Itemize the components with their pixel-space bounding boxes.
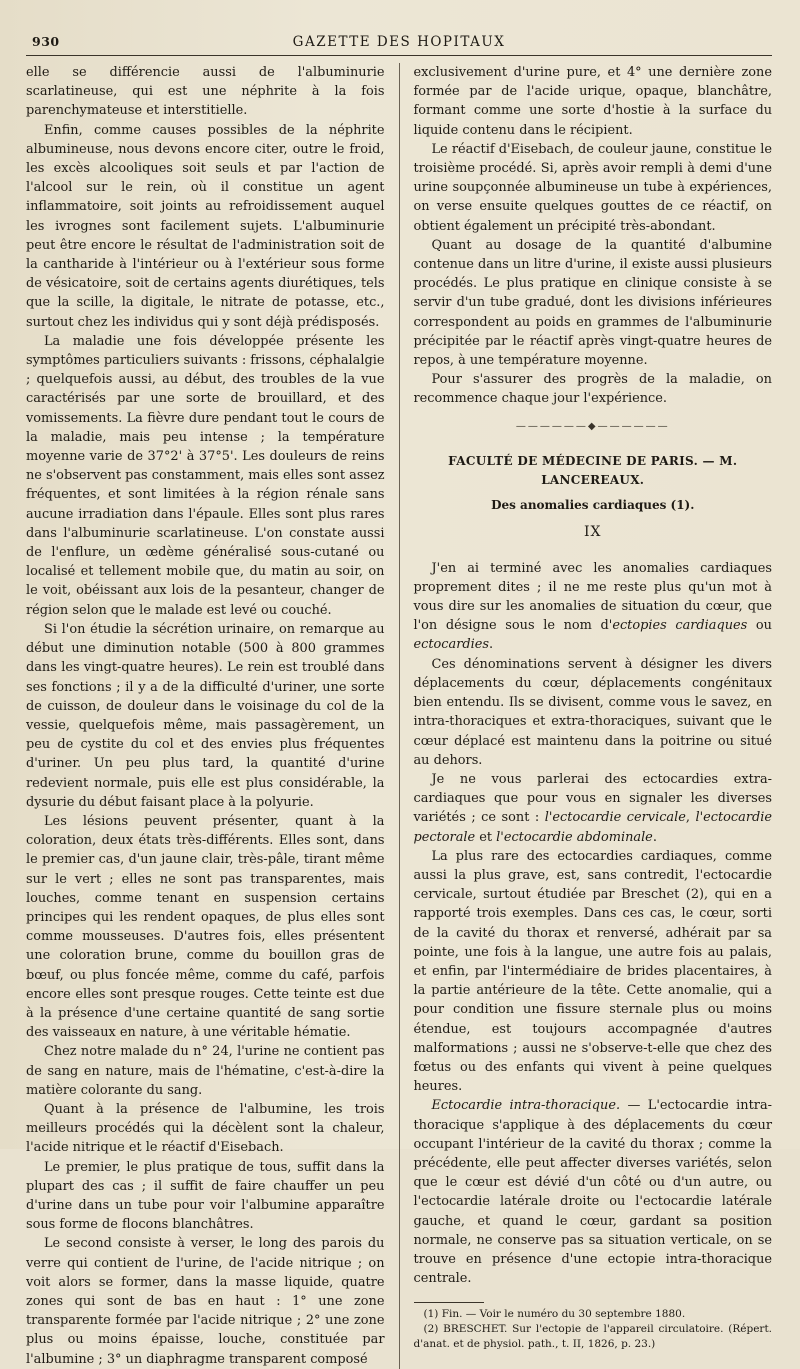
paragraph: elle se différencie aussi de l'albuminurie scarlatineuse, qui est une néphrite à la fois parenchymateuse et interstitielle. <box>26 65 385 119</box>
paragraph: J'en ai terminé avec les anomalies cardiaques proprement dites ; il ne me reste plus qu'un mot à vous dire sur les anomalies de situation du cœur, que l'on désigne sous le nom d'ectopies cardiaques ou ectocardies. <box>413 560 772 653</box>
paragraph: Ectocardie intra-thoracique. — L'ectocardie intra-thoracique s'applique à des déplacements du cœur occupant l'intérieur de la cavité du thorax ; comme la précédente, elle peut affecter diverses variétés, selon que le cœur est dévié d'un côté ou d'un autre, ou l'ectocardie latérale droite ou l'ectocardie latérale gauche, et quand le cœur, gardant sa position normale, ne conserve pas sa situation verticale, on se trouve en présence d'une ectopie intra-thoracique centrale. <box>413 1098 772 1287</box>
article-title: Des anomalies cardiaques (1). <box>491 498 695 513</box>
footnote: (2) BRESCHET. Sur l'ectopie de l'appareil circulatoire. (Répert. d'anat. et de physiol. path., t. II, 1826, p. 23.) <box>413 1323 772 1351</box>
paragraph: La plus rare des ectocardies cardiaques, comme aussi la plus grave, est, sans contredit, l'ectocardie cervicale, surtout étudiée par Breschet (2), qui en a rapporté trois exemples. Dans ces cas, le cœur, sorti de la cavité du thorax et renversé, adhérait par sa pointe, une fois à la langue, une autre fois au palais, et enfin, par l'intermédiaire de brides placentaires, à la partie antérieure de la tête. Cette anomalie, qui a pour condition une fissure sternale plus ou moins étendue, est toujours accompagnée d'autres malformations ; aussi ne s'observe-t-elle que chez des fœtus ou des enfants qui vivent à peine quelques heures. <box>413 848 772 1095</box>
section-heading: FACULTÉ DE MÉDECINE DE PARIS. — M. LANCEREAUX. <box>448 453 738 488</box>
left-column <box>26 63 400 1369</box>
paragraph: La maladie une fois développée présente les symptômes particuliers suivants : frissons, céphalalgie ; quelquefois aussi, au début, des troubles de la vue caractérisés par une sorte de brouillard, et des vomissements. La fièvre dure pendant tout le cours de la maladie, mais peu intense ; la température moyenne varie de 37°2' à 37°5'. Les douleurs de reins ne s'observent pas constamment, mais elles sont assez fréquentes, et sont limitées à la région rénale sans aucune irradiation dans l'épaule. Elles sont plus rares dans l'albuminurie scarlatineuse. L'on constate aussi de l'enflure, un œdème généralisé sous-cutané ou localisé et tellement mobile que, du matin au soir, on le voit, obéissant aux lois de la pesanteur, changer de région selon que le malade est levé ou couché. <box>26 333 385 618</box>
text-columns <box>26 63 772 1369</box>
running-title: GAZETTE DES HOPITAUX <box>292 34 506 50</box>
paragraph: Le second consiste à verser, le long des parois du verre qui contient de l'urine, de l'acide nitrique ; on voit alors se former, dans la masse liquide, quatre zones qui sont de bas en haut : 1° une zone transparente formée par l'acide nitrique ; 2° une zone plus ou moins épaisse, louche, constituée par l'albumine ; 3° un diaphragme transparent composé <box>26 1236 385 1367</box>
footnote-rule <box>414 1302 484 1303</box>
paragraph: Ces dénominations servent à désigner les divers déplacements du cœur, déplacements congénitaux bien entendu. Ils se divisent, comme vous le savez, en intra-thoraciques et extra-thoraciques, suivant que le cœur déplacé est maintenu dans la poitrine ou situé au dehors. <box>413 656 772 768</box>
paragraph: Les lésions peuvent présenter, quant à la coloration, deux états très-différents. Elles sont, dans le premier cas, d'un jaune clair, très-pâle, tirant même sur le vert ; elles ne sont pas transparentes, mais louches, comme tenant en suspension certains principes qui les rendent opaques, de plus elles sont comme mousseuses. D'autres fois, elles présentent une coloration brune, comme du bouillon gras de bœuf, ou plus foncée même, comme du café, parfois encore elles sont presque rouges. Cette teinte est due à la présence d'une certaine quantité de sang sortie des vaisseaux en nature, à une véritable hématie. <box>26 813 385 1041</box>
paragraph: Enfin, comme causes possibles de la néphrite albumineuse, nous devons encore citer, outre le froid, les excès alcooliques soit seuls et par l'action de l'alcool sur le rein, où il constitue un agent inflammatoire, soit joints au refroidissement auquel les ivrognes sont facilement sujets. L'albuminurie peut être encore le résultat de l'administration soit de la cantharide à l'intérieur ou à l'extérieur sous forme de vésicatoire, soit de certains agents diurétiques, tels que la scille, la digitale, le nitrate de potasse, etc., surtout chez les individus qui y sont déjà prédisposés. <box>26 122 385 330</box>
paragraph: Pour s'assurer des progrès de la maladie, on recommence chaque jour l'expérience. <box>413 372 772 407</box>
paragraph: Quant au dosage de la quantité d'albumine contenue dans un litre d'urine, il existe aussi plusieurs procédés. Le plus pratique en clinique consiste à se servir d'un tube gradué, dont les divisions inférieures correspondent au poids en grammes de l'albuminurie précipitée par le réactif après vingt-quatre heures de repos, à une température moyenne. <box>413 237 772 369</box>
paragraph: Chez notre malade du n° 24, l'urine ne contient pas de sang en nature, mais de l'hématine, c'est-à-dire la matière colorante du sang. <box>26 1044 385 1098</box>
paragraph: exclusivement d'urine pure, et 4° une dernière zone formée par de l'acide urique, opaque, blanchâtre, formant comme une sorte d'hostie à la surface du liquide contenu dans le récipient. <box>413 65 772 138</box>
paragraph: Le réactif d'Eisebach, de couleur jaune, constitue le troisième procédé. Si, après avoir rempli à demi d'une urine soupçonnée albumineuse un tube à expériences, on verse ensuite quelques gouttes de ce réactif, on obtient également un précipité très-abondant. <box>413 141 772 234</box>
page-number: 930 <box>32 34 60 49</box>
footnote: (1) Fin. — Voir le numéro du 30 septembre 1880. <box>423 1308 686 1321</box>
separator-rule: ——————◆—————— <box>515 420 670 432</box>
chapter-number: IX <box>584 524 602 541</box>
paragraph: Si l'on étudie la sécrétion urinaire, on remarque au début une diminution notable (500 à 800 grammes dans les vingt-quatre heures). Le rein est troublé dans ses fonctions ; il y a de la difficulté d'uriner, une sorte de cuisson, de douleur dans le voisinage du col de la vessie, quelquefois même, mais passagèrement, un peu de cystite du col et des envies plus fréquentes d'uriner. Un peu plus tard, la quantité d'urine redevient normale, puis elle est plus considérable, la dysurie du début faisant place à la polyurie. <box>26 621 385 810</box>
paragraph: Quant à la présence de l'albumine, les trois meilleurs procédés qui la décèlent sont la chaleur, l'acide nitrique et le réactif d'Eisebach. <box>26 1101 385 1156</box>
page-header <box>26 34 772 56</box>
paragraph: Le premier, le plus pratique de tous, suffit dans la plupart des cas ; il suffit de faire chauffer un peu d'urine dans un tube pour voir l'albumine apparaître sous forme de flocons blanchâtres. <box>26 1159 385 1233</box>
right-column <box>400 63 773 1369</box>
paragraph: Je ne vous parlerai des ectocardies extra-cardiaques que pour vous en signaler les diverses variétés ; ce sont : l'ectocardie cervicale, l'ectocardie pectorale et l'ectocardie abdominale. <box>413 771 772 845</box>
